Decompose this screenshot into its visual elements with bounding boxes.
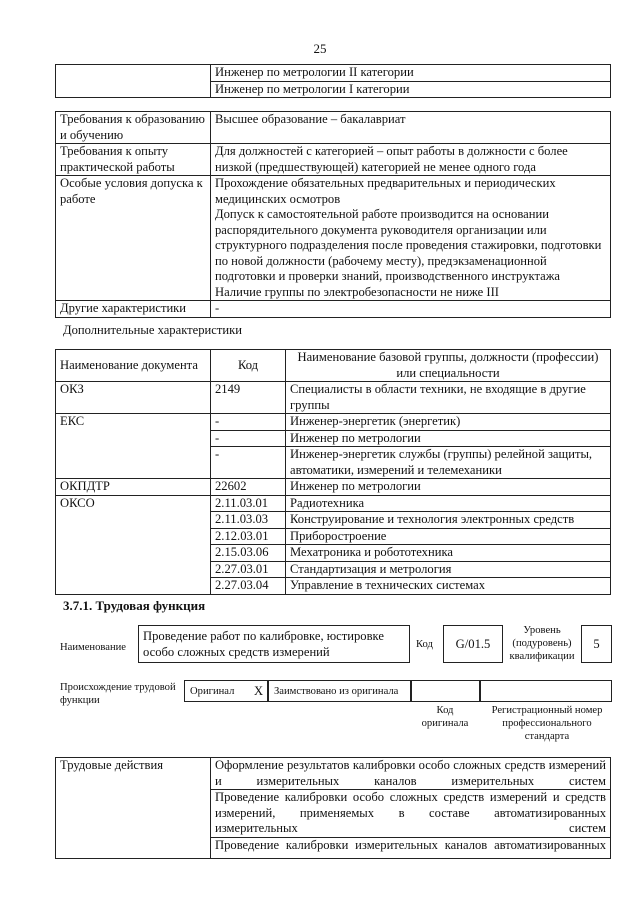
additional-table [55,349,611,595]
actions-label: Трудовые действия [56,758,211,859]
code-cell: 2.11.03.03 [211,512,286,529]
requirement-label: Требования к образованию и обучению [56,112,211,144]
table-row [56,495,611,512]
borrowed-label: Заимствовано из оригинала [274,686,399,697]
origin-borrowed-cell [268,680,411,702]
code-cell: - [211,414,286,431]
code-cell: - [211,430,286,447]
original-mark: X [254,684,264,698]
action-item: Оформление результатов калибровки особо сложных средств измерений и измерительных каналов измерительных систем [211,758,611,790]
requirement-value: - [211,301,611,318]
reg-number-cell [480,680,612,702]
qualification-level-value: 5 [593,637,600,651]
additional-header-row [56,350,611,382]
code-cell: 2.15.03.06 [211,545,286,562]
name-cell: Управление в технических системах [286,578,611,595]
name-cell: Приборостроение [286,528,611,545]
header-name: Наименование базовой группы, должности (профессии) или специальности [286,350,611,382]
position-title-1: Инженер по метрологии I категории [211,81,611,98]
position-titles-table [55,64,611,98]
position-title-2: Инженер по метрологии II категории [211,65,611,82]
doc-name: ОКЗ [56,382,211,414]
origin-label: Происхождение трудовой функции [60,682,176,706]
function-name-box [138,625,410,663]
code-cell: 2.11.03.01 [211,495,286,512]
qualification-level-label: Уровень (подуровень) квалификации [509,625,575,662]
function-code-label: Код [416,639,433,650]
requirements-row [56,176,611,301]
name-cell: Инженер-энергетик (энергетик) [286,414,611,431]
requirements-table [55,111,611,318]
page-number: 25 [313,41,327,56]
name-cell: Радиотехника [286,495,611,512]
origin-code-cell [411,680,480,702]
function-code-value: G/01.5 [455,637,491,651]
name-cell: Конструирование и технология электронных средств [286,512,611,529]
function-name-label: Наименование [60,642,126,653]
name-cell: Мехатроника и робототехника [286,545,611,562]
requirements-row [56,301,611,318]
requirement-paragraph: Допуск к самостоятельной работе производится на основании распорядительного документа руководителя организации или структурного подразделения после проведения стажировки, подготовки по новой должности (рабочему месту), предэкзаменационной подготовки и проверки знаний, производственного инструктажа [215,207,602,283]
code-cell: - [211,447,286,479]
labor-actions-table [55,757,611,859]
header-code: Код [211,350,286,382]
code-cell: 2149 [211,382,286,414]
doc-name: ОКСО [56,495,211,594]
requirement-paragraph: Наличие группы по электробезопасности не ниже III [215,284,499,299]
doc-name: ЕКС [56,414,211,479]
code-cell: 2.27.03.04 [211,578,286,595]
empty-cell [56,65,211,98]
code-cell: 22602 [211,479,286,496]
table-row [56,382,611,414]
name-cell: Инженер по метрологии [286,430,611,447]
requirement-label: Особые условия допуска к работе [56,176,211,301]
table-row [56,414,611,431]
requirement-value: Высшее образование – бакалавриат [211,112,611,144]
code-cell: 2.12.03.01 [211,528,286,545]
action-item: Проведение калибровки особо сложных средств измерений и средств измерений, применяемых в составе автоматизированных измерительных систем [211,790,611,838]
requirements-row [56,112,611,144]
name-cell: Специалисты в области техники, не входящие в другие группы [286,382,611,414]
requirement-value: Для должностей с категорией – опыт работы в должности с более низкой (предшествующей) категорией не менее одного года [211,144,611,176]
original-label: Оригинал [190,686,235,697]
header-document: Наименование документа [56,350,211,382]
name-cell: Инженер-энергетик службы (группы) релейной защиты, автоматики, измерений и телемеханики [286,447,611,479]
requirement-paragraph: Прохождение обязательных предварительных и периодических медицинских осмотров [215,176,556,206]
requirements-row [56,144,611,176]
code-cell: 2.27.03.01 [211,561,286,578]
function-code-box [443,625,503,663]
name-cell: Стандартизация и метрология [286,561,611,578]
function-heading: 3.7.1. Трудовая функция [63,598,206,613]
additional-title: Дополнительные характеристики [63,323,242,337]
table-row [56,479,611,496]
qualification-level-box [581,625,612,663]
origin-code-caption: Код оригинала [421,705,469,729]
function-name-value: Проведение работ по калибровке, юстировке особо сложных средств измерений [143,629,384,659]
doc-name: ОКПДТР [56,479,211,496]
name-cell: Инженер по метрологии [286,479,611,496]
requirement-label: Другие характеристики [56,301,211,318]
reg-number-caption: Регистрационный номер профессионального стандарта [491,705,603,742]
action-item: Проведение калибровки измерительных каналов автоматизированных [211,837,611,858]
requirement-label: Требования к опыту практической работы [56,144,211,176]
origin-original-cell [184,680,268,702]
table-row [56,758,611,790]
requirement-value [211,176,611,301]
